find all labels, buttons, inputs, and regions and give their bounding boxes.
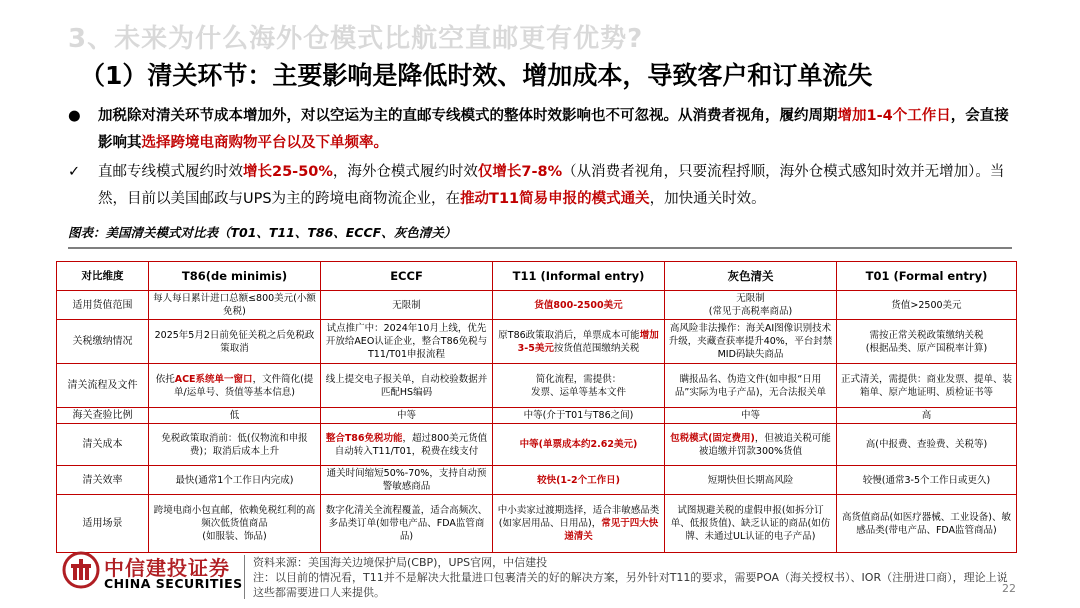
cell-gray-text: ，但被追关税可能被追缴并罚款300%货值	[698, 432, 831, 457]
cell-gray: 中等	[665, 408, 837, 424]
bullet-dot-icon: ●	[68, 108, 81, 124]
cell-t01: 较慢(通常3-5个工作日或更久)	[837, 466, 1017, 495]
header-eccf: ECCF	[321, 262, 493, 291]
cell-t11-text-b: 按货值范围缴纳关税	[553, 342, 640, 354]
cell-t86: 每人每日累计进口总额≤800美元(小额免税)	[149, 291, 321, 320]
caption-divider	[68, 247, 1012, 249]
cell-t11-highlight: 增加3-5美元	[517, 329, 659, 354]
cell-t11: 较快(1-2个工作日)	[493, 466, 665, 495]
cell-t11	[493, 320, 665, 364]
cell-eccf: 无限制	[321, 291, 493, 320]
row-dimension: 清关成本	[57, 424, 149, 466]
bullet2-highlight-1: 增长25-50%	[243, 164, 333, 180]
section-title: 3、未来为什么海外仓模式比航空直邮更有优势?	[68, 24, 644, 54]
cell-gray: 短期快但长期高风险	[665, 466, 837, 495]
cell-t11: 简化流程，需提供： 发票、运单等基本文件	[493, 364, 665, 408]
bullet2-text-2: ，海外仓模式履约时效	[332, 164, 478, 180]
bullet-paragraph	[68, 103, 1010, 157]
header-t01: T01 (Formal entry)	[837, 262, 1017, 291]
table-row	[57, 424, 1017, 466]
cell-t86: 2025年5月2日前免征关税之后免税政策取消	[149, 320, 321, 364]
checkmark-icon: ✓	[68, 164, 81, 180]
cell-eccf-text: ，超过800美元货值自动转入T11/T01，税费在线支付	[334, 432, 488, 457]
cell-t11: 货值800-2500美元	[493, 291, 665, 320]
cell-t01: 高	[837, 408, 1017, 424]
page-number: 22	[1002, 582, 1016, 595]
cell-t86: 低	[149, 408, 321, 424]
cell-eccf: 通关时间缩短50%-70%，支持自动预警敏感商品	[321, 466, 493, 495]
cell-t11	[493, 495, 665, 553]
cell-t01: 货值>2500美元	[837, 291, 1017, 320]
footnote: 注：以目前的情况看，T11并不是解决大批量进口包裹清关的好的解决方案，另外针对T11的要求，需要POA（海关授权书）、IOR（注册进口商），理论上说这些都需要进口人来提供。	[253, 571, 1008, 599]
bullet1-highlight-1: 增加1-4个工作日	[837, 108, 951, 124]
cell-t86-text-b: ，文件简化(提单/运单号、货值等基本信息)	[174, 373, 314, 398]
cell-gray: 高风险非法操作：海关AI图像识别技术升级，夹藏查获率提升40%，平台封禁MID码缺失商品	[665, 320, 837, 364]
cell-gray: 试图规避关税的虚假申报(如拆分订单、低报货值)、缺乏认证的商品(如仿牌、未通过UL认证的电子产品)	[665, 495, 837, 553]
bullet2-highlight-2: 仅增长7-8%	[477, 164, 563, 180]
cell-gray	[665, 424, 837, 466]
cell-t11: 中等(介于T01与T86之间)	[493, 408, 665, 424]
cell-t11	[493, 424, 665, 466]
row-dimension: 海关查验比例	[57, 408, 149, 424]
table-header-row	[57, 262, 1017, 291]
source-note: 资料来源：美国海关边境保护局(CBP)，UPS官网，中信建投	[253, 556, 548, 569]
bullet1-highlight-2: 选择跨境电商购物平台以及下单频率。	[141, 135, 388, 151]
row-dimension: 关税缴纳情况	[57, 320, 149, 364]
table-row	[57, 466, 1017, 495]
cell-eccf: 中等	[321, 408, 493, 424]
cell-t86: 最快(通常1个工作日内完成)	[149, 466, 321, 495]
cell-t86: 免税政策取消前：低(仅物流和申报费)；取消后成本上升	[149, 424, 321, 466]
cell-t86	[149, 364, 321, 408]
cell-gray: 瞒报品名、伪造文件(如申报“日用品”实际为电子产品)，无合法报关单	[665, 364, 837, 408]
comparison-table	[56, 261, 1017, 553]
cell-t11-highlight: 单票成本约2.62美元	[543, 439, 633, 450]
cell-eccf	[321, 424, 493, 466]
cell-t01: 需按正常关税政策缴纳关税 (根据品类、原产国税率计算)	[837, 320, 1017, 364]
cell-eccf: 试点推广中：2024年10月上线，优先开放给AEO认证企业，整合T86免税与T11/T01申报流程	[321, 320, 493, 364]
row-dimension: 适用场景	[57, 495, 149, 553]
table-row	[57, 320, 1017, 364]
cell-t86-text-a: 依托	[155, 373, 175, 385]
table-row	[57, 495, 1017, 553]
cell-t11-highlight: 常见于四大快递清关	[564, 518, 659, 542]
bullet2-text-4: ，加快通关时效。	[649, 191, 766, 207]
cell-eccf: 线上提交电子报关单，自动校验数据并匹配HS编码	[321, 364, 493, 408]
header-t86: T86(de minimis)	[149, 262, 321, 291]
row-dimension: 适用货值范围	[57, 291, 149, 320]
cell-t01: 高货值商品(如医疗器械、工业设备)、敏感品类(带电产品、FDA监管商品)	[837, 495, 1017, 553]
footer-notes	[253, 555, 1013, 600]
table-row	[57, 291, 1017, 320]
header-dimension: 对比维度	[57, 262, 149, 291]
footer-divider	[244, 555, 245, 599]
bullet2-text-1: 直邮专线模式履约时效	[98, 164, 243, 180]
company-logo-name: 中信建投证券	[104, 556, 230, 580]
row-dimension: 清关效率	[57, 466, 149, 495]
bullet2-highlight-3: 推动T11简易申报的模式通关	[460, 191, 650, 207]
cell-t11-text-b: )	[632, 439, 638, 450]
header-gray: 灰色清关	[665, 262, 837, 291]
slide-title: （1）清关环节：主要影响是降低时效、增加成本，导致客户和订单流失	[80, 61, 873, 90]
company-logo-english: CHINA SECURITIES	[104, 576, 243, 591]
table-row	[57, 408, 1017, 424]
cell-t86: 跨境电商小包直邮，依赖免税红利的高频次低货值商品 (如服装、饰品)	[149, 495, 321, 553]
cell-t01: 正式清关，需提供：商业发票、提单、装箱单、原产地证明、质检证书等	[837, 364, 1017, 408]
bullet2-text-3: （从消费者视角，只要流程捋顺，海外仓模式感知时效并无增加）。当然，目前以美国邮政与UPS为主的跨境电商物流企业，在	[98, 164, 1005, 207]
check-paragraph	[68, 159, 1010, 213]
bullet1-text-2: ，会直接影响其	[98, 108, 1009, 151]
table-row	[57, 364, 1017, 408]
citic-logo-icon	[62, 551, 100, 589]
cell-eccf: 数字化清关全流程覆盖，适合高频次、多品类订单(如带电产品、FDA监管商品)	[321, 495, 493, 553]
cell-gray: 无限制 (常见于高税率商品)	[665, 291, 837, 320]
cell-t86-highlight: ACE系统单一窗口	[174, 373, 253, 385]
cell-gray-highlight: 包税模式(固定费用)	[670, 432, 755, 444]
cell-t11-text-a: 中小卖家过渡期选择，适合非敏感品类(如家居用品、日用品)，	[497, 505, 660, 529]
bullet1-text-1: 加税除对清关环节成本增加外，对以空运为主的直邮专线模式的整体时效影响也不可忽视。从消费者视角，履约周期	[98, 108, 838, 124]
cell-t11-text-a: 中等(	[519, 439, 544, 450]
table-caption: 图表：美国清关模式对比表（T01、T11、T86、ECCF、灰色清关）	[68, 225, 457, 240]
cell-t11-text-a: 原T86政策取消后，单票成本可能	[498, 329, 640, 341]
header-t11: T11 (Informal entry)	[493, 262, 665, 291]
row-dimension: 清关流程及文件	[57, 364, 149, 408]
cell-t01: 高(中报费、查验费、关税等)	[837, 424, 1017, 466]
cell-eccf-highlight: 整合T86免税功能	[325, 432, 403, 444]
